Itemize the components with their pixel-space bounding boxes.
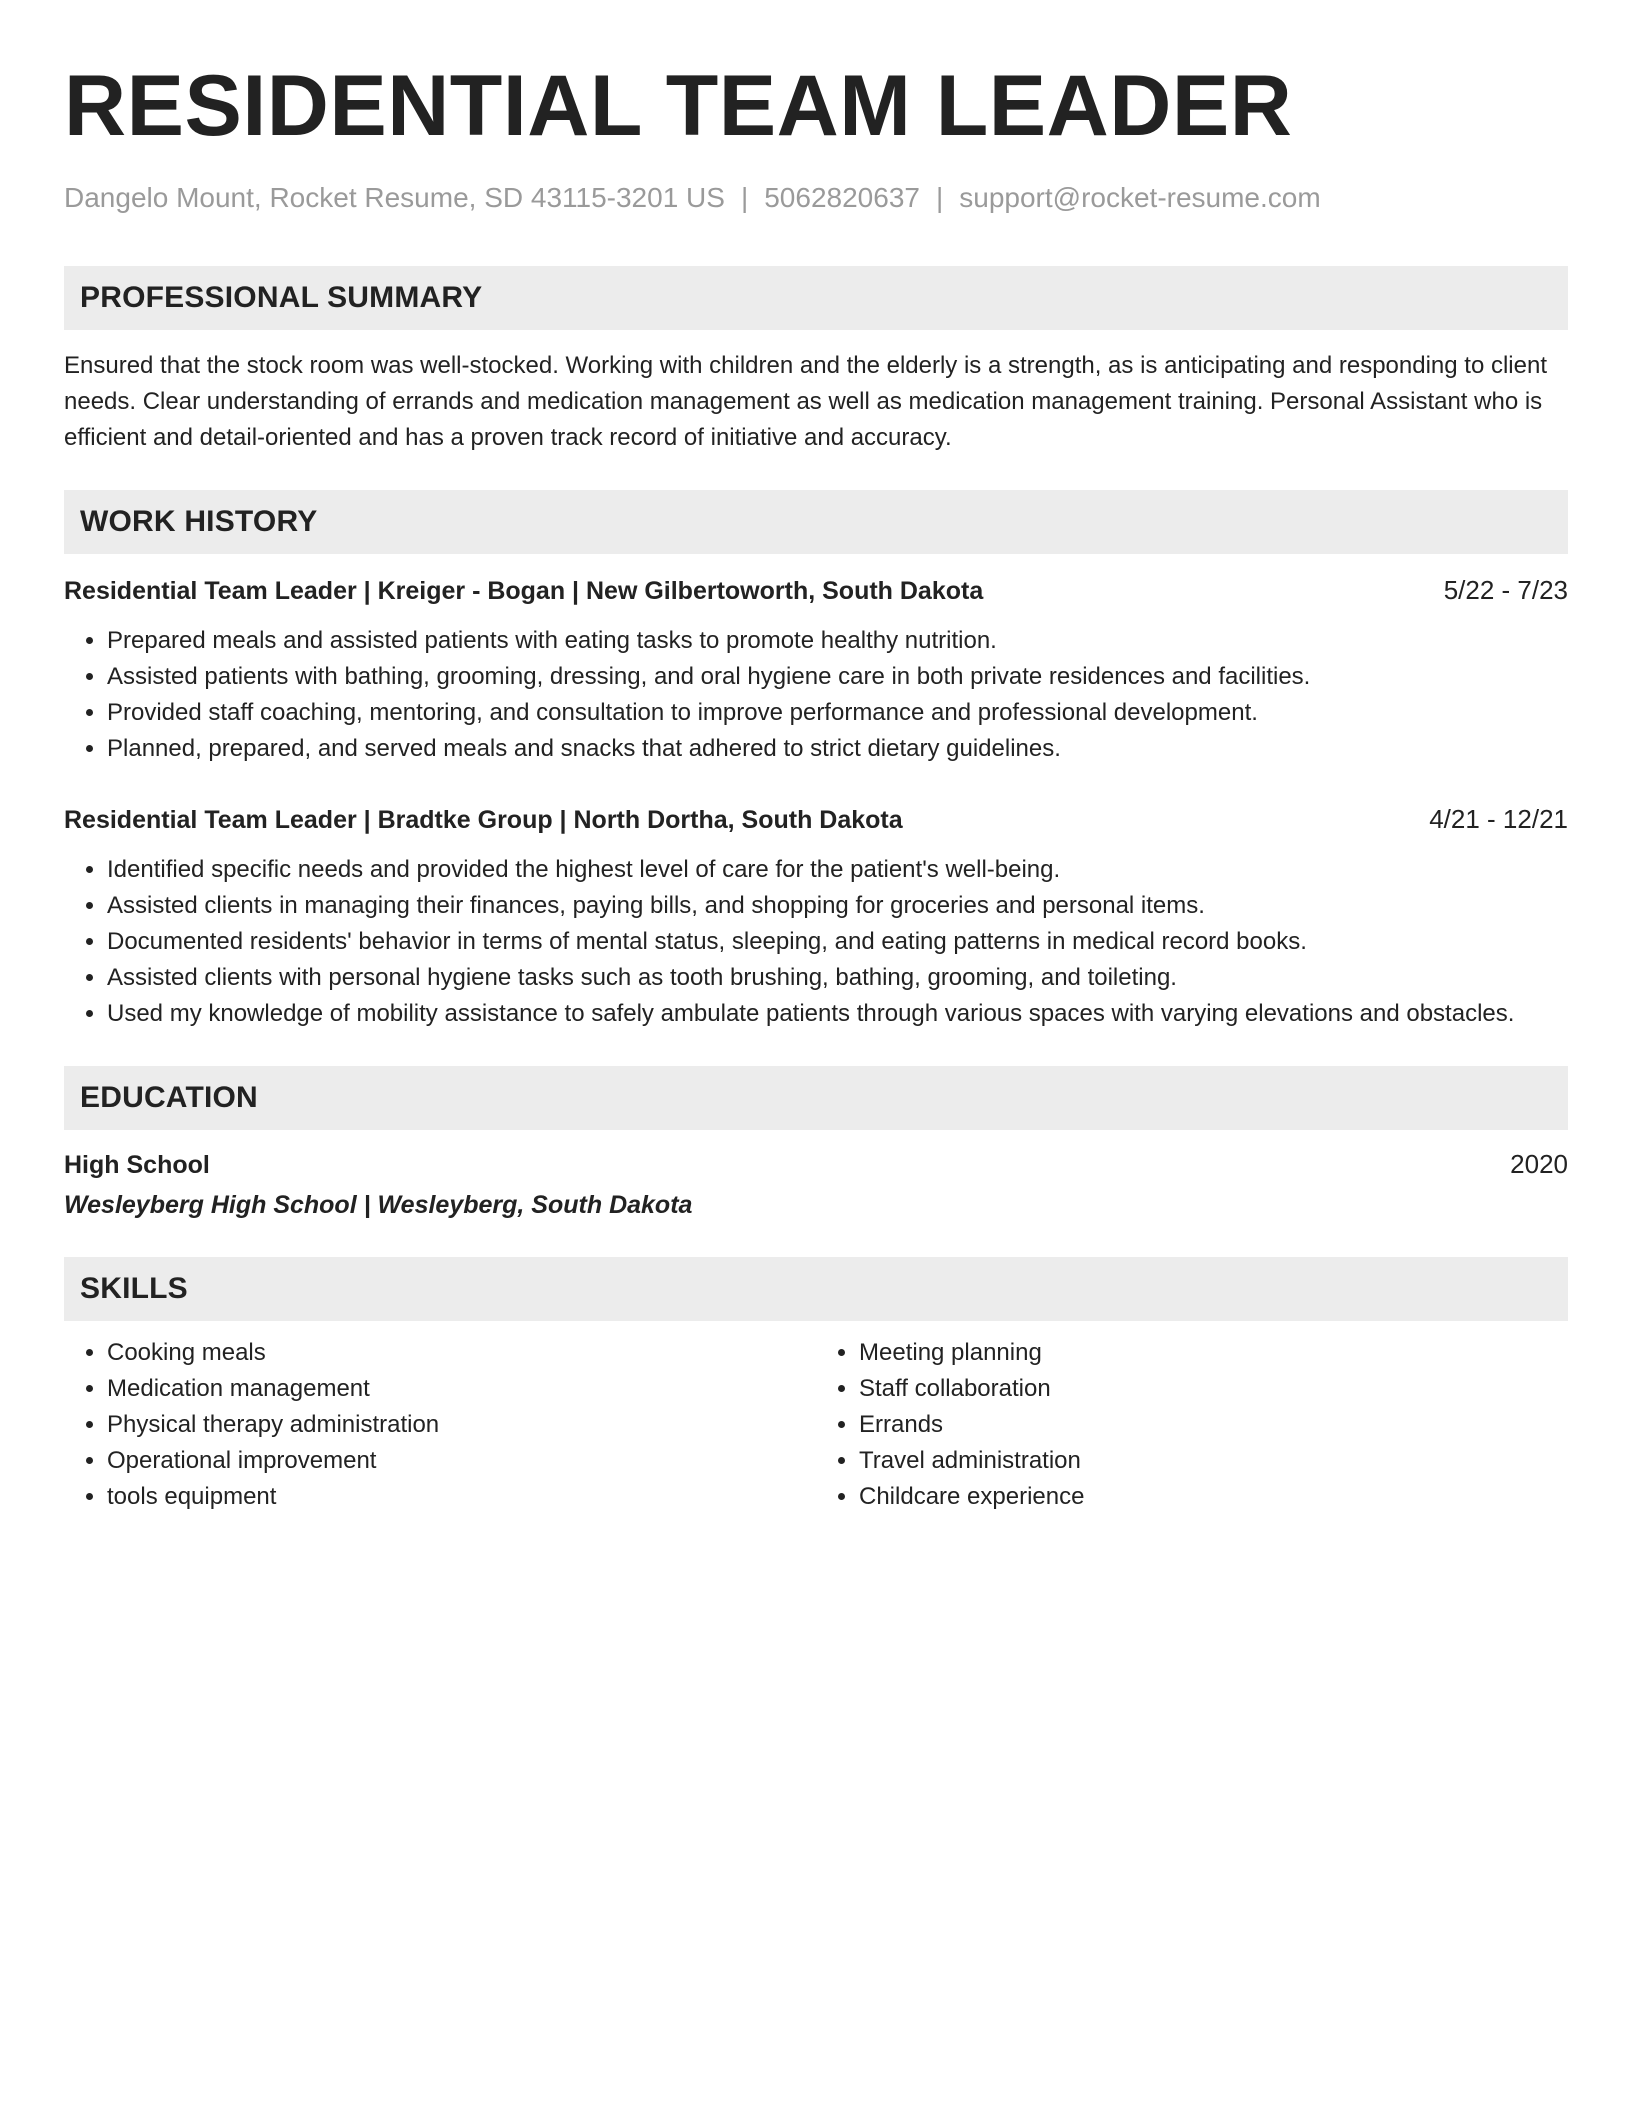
skills-column-right xyxy=(816,1335,1568,1515)
section-header-education: EDUCATION xyxy=(64,1066,1568,1130)
job-bullet: • Prepared meals and assisted patients with eating tasks to promote healthy nutrition. xyxy=(107,623,1568,659)
section-header-work-history: WORK HISTORY xyxy=(64,490,1568,554)
skill-item: • Cooking meals xyxy=(107,1335,816,1371)
job-dates: 5/22 - 7/23 xyxy=(1443,575,1568,605)
job-bullets xyxy=(64,852,1568,1032)
job-header xyxy=(64,801,1568,838)
skill-item: • Childcare experience xyxy=(859,1479,1568,1515)
job-bullet: • Documented residents' behavior in terms of mental status, sleeping, and eating patterns in medical record books. xyxy=(107,924,1568,960)
contact-phone: 5062820637 xyxy=(764,182,920,213)
education-degree: High School xyxy=(64,1151,210,1179)
skill-item: • Staff collaboration xyxy=(859,1371,1568,1407)
job-bullet: • Identified specific needs and provided the highest level of care for the patient's well-being. xyxy=(107,852,1568,888)
job-bullet: • Planned, prepared, and served meals and snacks that adhered to strict dietary guidelines. xyxy=(107,731,1568,767)
education-entry xyxy=(64,1146,1568,1223)
skill-item: • Medication management xyxy=(107,1371,816,1407)
contact-line xyxy=(64,180,1568,216)
job-title: Residential Team Leader | Kreiger - Bogan | New Gilbertoworth, South Dakota xyxy=(64,577,984,605)
contact-separator: | xyxy=(935,182,944,213)
skill-item: • tools equipment xyxy=(107,1479,816,1515)
skills-column-left xyxy=(64,1335,816,1515)
summary-text: Ensured that the stock room was well-stocked. Working with children and the elderly is a strength, as is anticipating and responding to client needs. Clear understanding of errands and medication management as well as medication management training. Personal Assistant who is efficient and detail-oriented and has a proven track record of initiative and accuracy. xyxy=(64,352,1547,451)
job-bullet: • Used my knowledge of mobility assistance to safely ambulate patients through various spaces with varying elevations and obstacles. xyxy=(107,996,1568,1032)
contact-separator: | xyxy=(740,182,749,213)
job-bullets xyxy=(64,623,1568,767)
job-bullet: • Assisted clients with personal hygiene tasks such as tooth brushing, bathing, grooming, and toileting. xyxy=(107,960,1568,996)
contact-address: Dangelo Mount, Rocket Resume, SD 43115-3201 US xyxy=(64,182,725,213)
job-bullet: • Assisted patients with bathing, grooming, dressing, and oral hygiene care in both private residences and facilities. xyxy=(107,659,1568,695)
resume-title: RESIDENTIAL TEAM LEADER xyxy=(64,58,1293,154)
skill-item: • Meeting planning xyxy=(859,1335,1568,1371)
skill-item: • Operational improvement xyxy=(107,1443,816,1479)
skills-list xyxy=(64,1335,1568,1515)
job-bullet: • Assisted clients in managing their finances, paying bills, and shopping for groceries and personal items. xyxy=(107,888,1568,924)
skill-item: • Travel administration xyxy=(859,1443,1568,1479)
job-title: Residential Team Leader | Bradtke Group | North Dortha, South Dakota xyxy=(64,806,903,834)
job-entry xyxy=(64,572,1568,767)
education-year: 2020 xyxy=(1510,1149,1568,1179)
skill-item: • Physical therapy administration xyxy=(107,1407,816,1443)
section-header-summary: PROFESSIONAL SUMMARY xyxy=(64,266,1568,330)
job-dates: 4/21 - 12/21 xyxy=(1429,804,1568,834)
contact-email: support@rocket-resume.com xyxy=(959,182,1321,213)
section-header-skills: SKILLS xyxy=(64,1257,1568,1321)
job-bullet: • Provided staff coaching, mentoring, and consultation to improve performance and professional development. xyxy=(107,695,1568,731)
job-header xyxy=(64,572,1568,609)
skill-item: • Errands xyxy=(859,1407,1568,1443)
education-header xyxy=(64,1146,1568,1183)
education-school: Wesleyberg High School | Wesleyberg, South Dakota xyxy=(64,1191,693,1219)
job-entry xyxy=(64,801,1568,1032)
